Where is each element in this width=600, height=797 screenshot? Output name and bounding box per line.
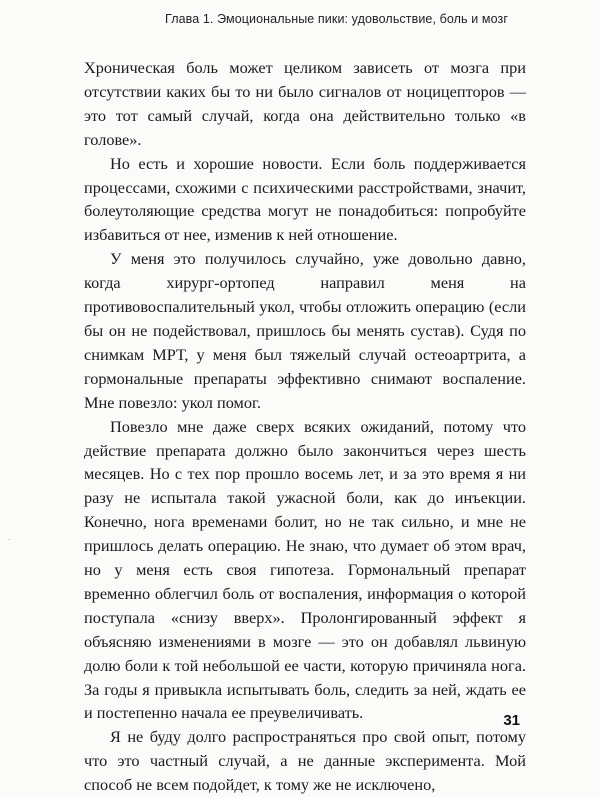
running-head: Глава 1. Эмоциональные пики: удовольствие, боль и мозг xyxy=(165,12,508,26)
paragraph: У меня это получилось случайно, уже довольно давно, когда хирург-ортопед направил меня на противовоспалительный укол, чтобы отложить операцию (если бы он не подействовал, пришлось бы менять сустав). Судя по снимкам МРТ, у меня был тяжелый случай остеоартрита, а гормональные препараты эффективно снимают воспаление. Мне повезло: укол помог. xyxy=(84,249,526,412)
margin-mark: · xyxy=(8,535,11,544)
paragraph: Хроническая боль может целиком зависеть от мозга при отсутствии каких бы то ни было сигналов от ноцицепторов — это тот самый случай, когда она действительно только «в голове». xyxy=(84,58,526,149)
page-number: 31 xyxy=(503,712,520,729)
paragraph: Но есть и хорошие новости. Если боль поддерживается процессами, схожими с психическими расстройствами, значит, болеутоляющие средства могут не понадобиться: попробуйте избавиться от нее, изменив к ней отношение. xyxy=(84,153,526,245)
paragraph: Повезло мне даже сверх всяких ожиданий, потому что действие препарата должно было закончиться через шесть месяцев. Но с тех пор прошло восемь лет, и за это время я ни разу не испытала такой ужасной боли, как до инъекции. Конечно, нога временами болит, но не так сильно, и мне не пришлось делать операцию. Не знаю, что думает об этом врач, но у меня есть своя гипотеза. Гормональный препарат временно облегчил боль от воспаления, информация о которой поступала «снизу вверх». Пролонгированный эффект я объясняю изменениями в мозге — это он добавлял львиную долю боли к той небольшой ее части, которую причиняла нога. За годы я привыкла испытывать боль, следить за ней, ждать ее и постепенно начала ее преувеличивать. xyxy=(84,416,526,723)
body-text xyxy=(84,56,526,797)
paragraph: Я не буду долго распространяться про свой опыт, потому что это частный случай, а не данные эксперимента. Мой способ не всем подойдет, к тому же не исключено, xyxy=(84,727,526,795)
